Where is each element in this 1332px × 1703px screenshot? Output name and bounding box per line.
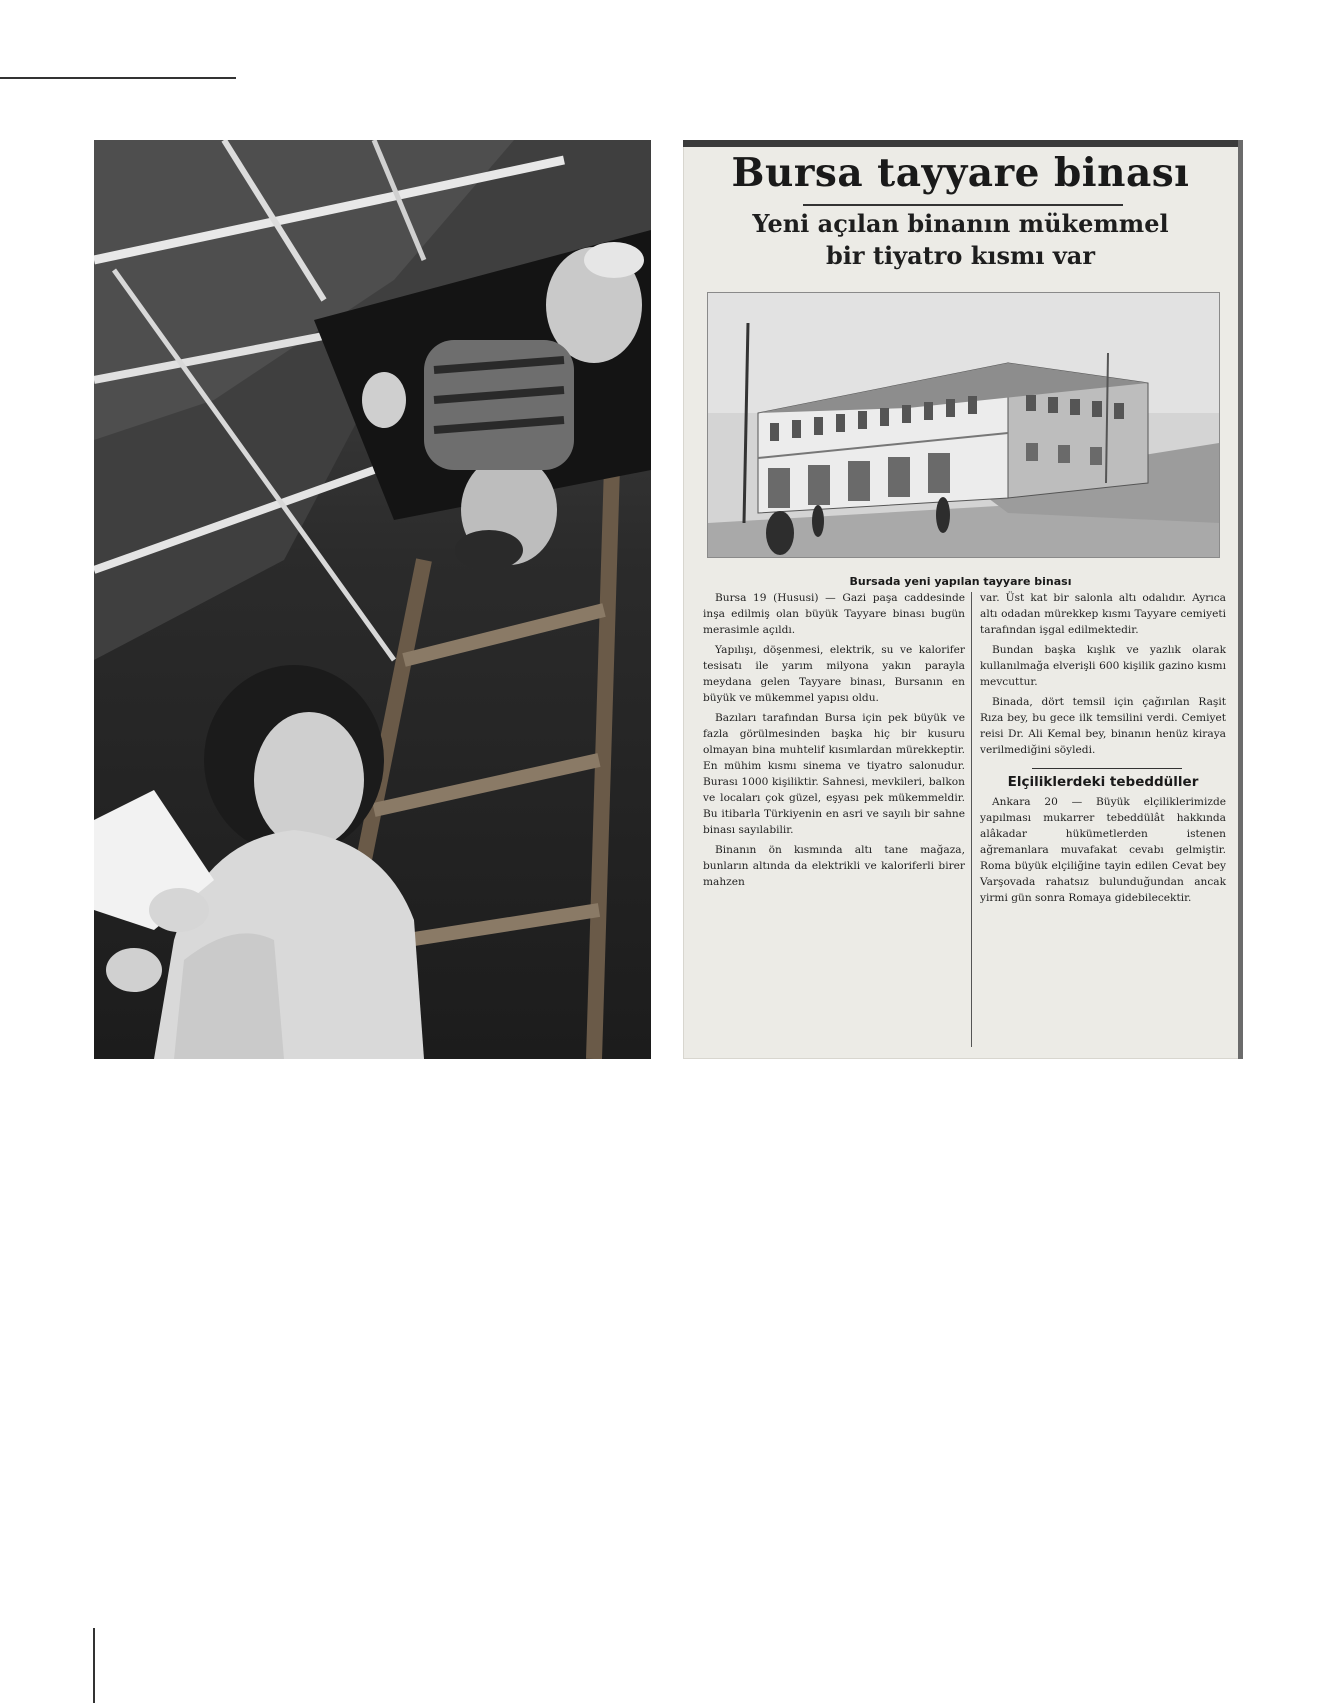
second-article-headline [980,768,1226,790]
paragraph: Bundan başka kışlık ve yazlık olarak kullanılmağa elverişli 600 kişilik gazino kısmı mevcuttur. [980,644,1226,688]
second-headline-text: Elçiliklerdeki tebeddüller [1007,774,1199,790]
column-divider [971,592,972,1047]
building-photo [707,292,1220,558]
bottom-left-rule [93,1628,95,1703]
clipping-top-border [683,140,1243,147]
headline-rule [803,204,1123,206]
subheadline-line-2: bir tiyatro kısmı var [826,241,1095,270]
paragraph: Binanın ön kısmında altı tane mağaza, bunların altında da elektrikli ve kaloriferli birer mahzen [703,844,965,888]
paragraph: Binada, dört temsil için çağırılan Raşit Rıza bey, bu gece ilk temsilini verdi. Cemiyet reisi Dr. Ali Kemal bey, binanın henüz kiraya verilmediğini söyledi. [980,696,1226,756]
rehearsal-photo [94,140,651,1059]
paragraph: Yapılışı, döşenmesi, elektrik, su ve kalorifer tesisatı ile yarım milyona yakın parayla meydana gelen Tayyare binası, Bursanın en büyük ve mükemmel yapısı oldu. [703,644,965,704]
paragraph: var. Üst kat bir salonla altı odalıdır. Ayrıca altı odadan mürekkep kısmı Tayyare cemiyeti tarafından işgal edilmektedir. [980,592,1226,636]
clipping-subheadline [703,208,1218,272]
paragraph: Ankara 20 — Büyük elçiliklerimizde yapılması mukarrer tebeddülât hakkında alâkadar hükümetlerden istenen ağremanlara muvafakat cevabı gelmiştir. Roma büyük elçiliğine tayin edilen Cevat bey Varşovada rahatsız bulunduğundan ancak yirmi gün sonra Romaya gidebilecektir. [980,796,1226,904]
paragraph: Bursa 19 (Hususi) — Gazi paşa caddesinde inşa edilmiş olan büyük Tayyare binası bugün merasimle açıldı. [703,592,965,636]
second-headline-rule [1032,768,1182,769]
newspaper-clipping [683,140,1243,1059]
photo-caption: Bursada yeni yapılan tayyare binası [849,575,1072,588]
building-photo-icon [708,293,1219,557]
rehearsal-photo-icon [94,140,651,1059]
subheadline-line-1: Yeni açılan binanın mükemmel [752,209,1169,238]
paragraph: Bazıları tarafından Bursa için pek büyük ve fazla görülmesinden başka hiç bir kusuru olmayan bina muhtelif kısımlardan mürekkeptir. En mühim kısmı sinema ve tiyatro salonudur. Burası 1000 kişiliktir. Sahnesi, mevkileri, balkon ve locaları çok güzel, eşyası pek mükemmeldir. Bu itibarla Türkiyenin en asri ve sayılı bir sahne binası sayılabilir. [703,712,965,836]
article-left-column [703,590,965,894]
top-rule [0,77,236,79]
clipping-headline: Bursa tayyare binası [731,150,1190,196]
article-right-column [980,590,1226,910]
clipping-right-border [1238,140,1243,1059]
